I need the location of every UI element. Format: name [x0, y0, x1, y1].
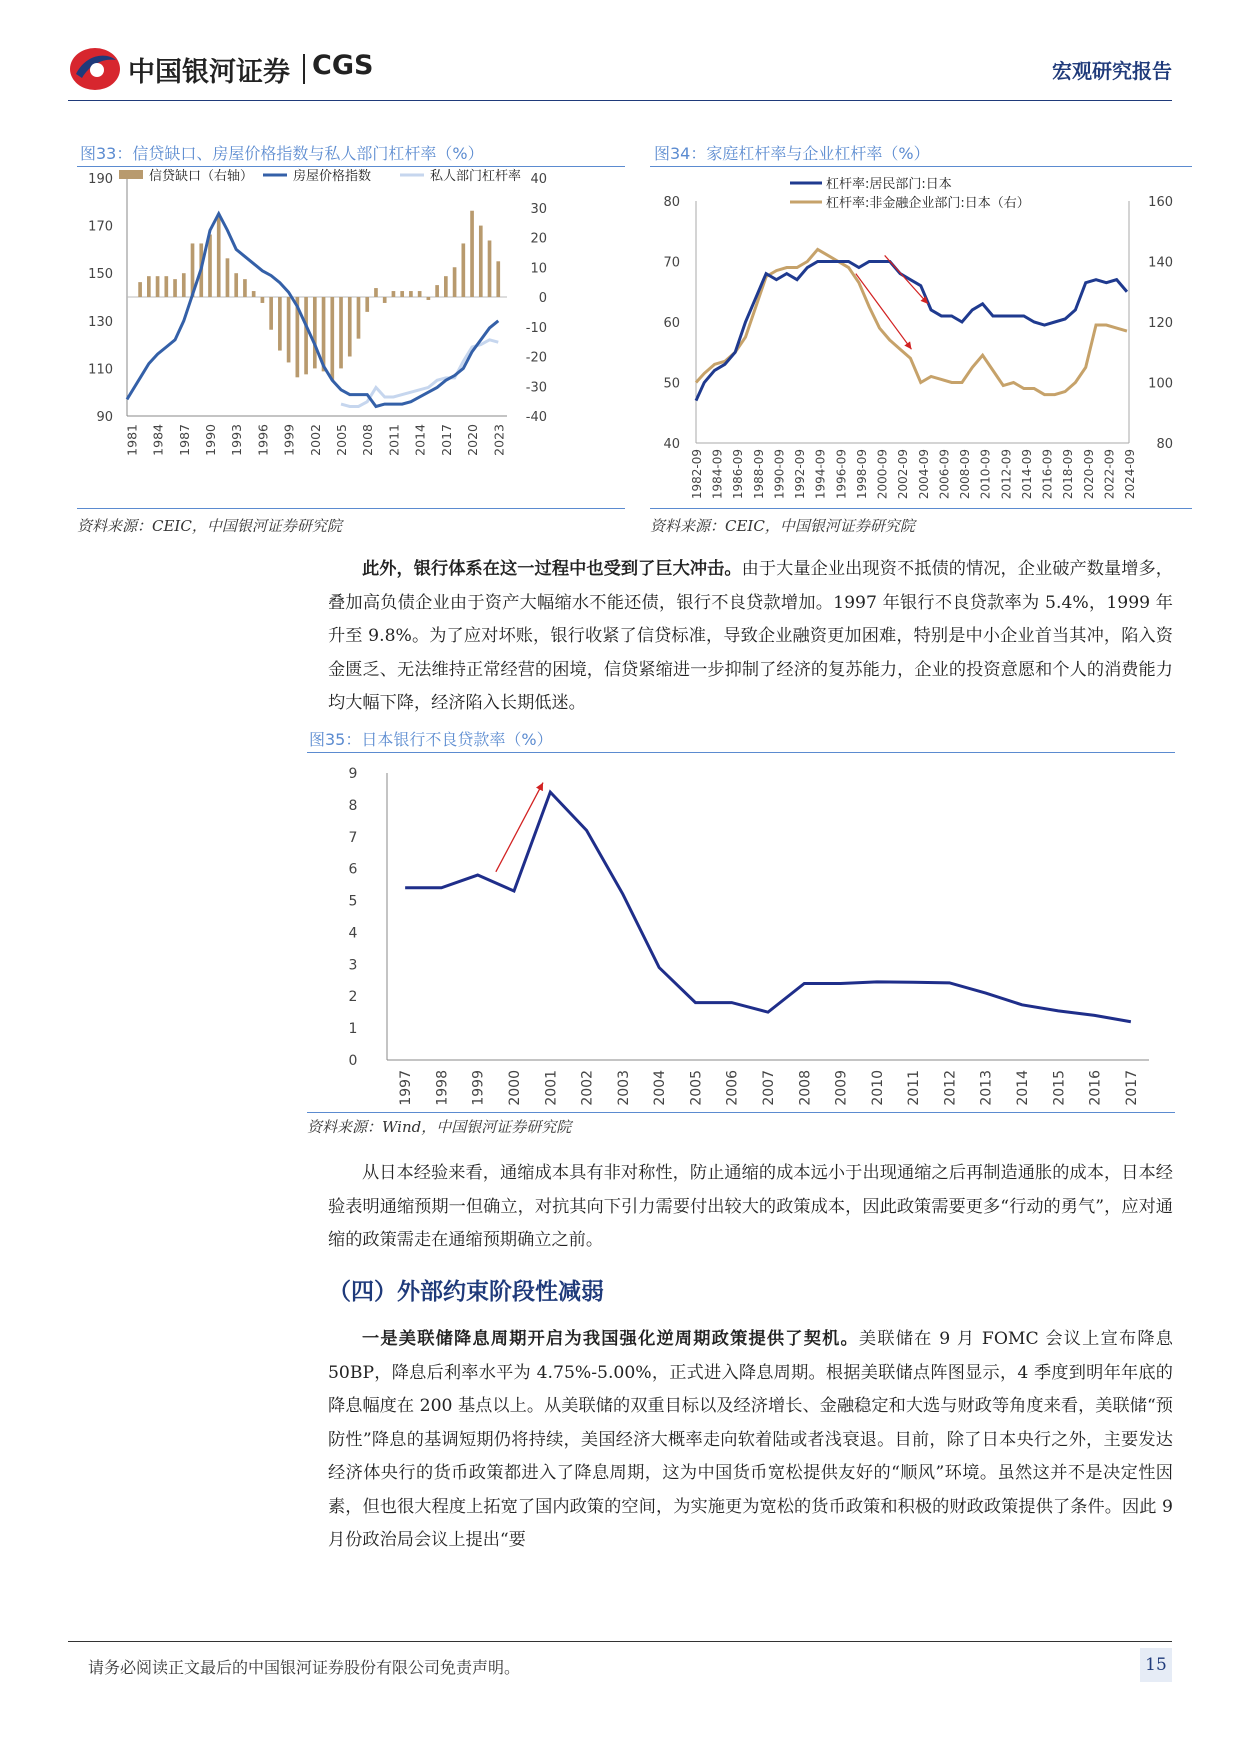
fig33-x-tick: 2002 — [307, 424, 323, 456]
fig35-x-tick: 2007 — [761, 1070, 777, 1106]
paragraph-japan-lesson: 从日本经验来看，通缩成本具有非对称性，防止通缩的成本远小于出现通缩之后再制造通胀的成本，日本经验表明通缩预期一但确立，对抗其向下引力需要付出较大的政策成本，因此政策需要更多“行动的勇气”，应对通缩的政策需走在通缩预期确立之前。 — [328, 1163, 1173, 1250]
fig33-bar — [357, 297, 361, 339]
fig34-x-tick: 2008-09 — [958, 449, 973, 500]
header-rule — [68, 100, 1172, 101]
fig33-left-tick: 190 — [88, 172, 113, 187]
fig33-bar — [365, 297, 369, 312]
fig34-arrow-corporate — [856, 274, 912, 350]
fig33-right-tick: -10 — [525, 320, 547, 336]
fig34-left-tick: 80 — [663, 195, 680, 210]
cgs-logo-icon — [68, 46, 122, 92]
fig35-bottom-rule — [307, 1112, 1175, 1113]
fig33-bar — [330, 297, 334, 380]
paragraph-fed-cut-body: 美联储在 9 月 FOMC 会议上宣布降息 50BP，降息后利率水平为 4.75%-5.00%，正式进入降息周期。根据美联储点阵图显示，4 季度到明年年底的降息幅度在 200 基点以上。从美联储的双重目标以及经济增长、金融稳定和大选与财政等角度来看，美联储“预防性”降息的基调短期仍将持续，美国经济大概率走向软着陆或者浅衰退。目前，除了日本央行之外，主要发达经济体央行的货币政策都进入了降息周期，这为中国货币宽松提供友好的“顺风”环境。虽然这并不是决定性因素，但也很大程度上拓宽了国内政策的空间，为实施更为宽松的货币政策和积极的财政政策提供了条件。因此 9 月份政治局会议上提出“要 — [328, 1329, 1173, 1550]
fig33-x-tick: 1996 — [255, 424, 271, 456]
fig33-bar — [287, 297, 291, 362]
fig33-bar — [339, 297, 343, 368]
fig33-right-tick: -40 — [525, 410, 547, 425]
fig35-x-tick: 1997 — [398, 1070, 415, 1106]
fig33-chart — [77, 168, 625, 508]
fig33-bar — [164, 276, 168, 297]
fig34-source: 资料来源：CEIC，中国银河证券研究院 — [650, 517, 915, 535]
fig34-left-tick: 50 — [663, 376, 680, 392]
fig35-npl-line — [405, 792, 1131, 1022]
fig34-corporate-line — [696, 249, 1127, 394]
fig34-x-tick: 1998-09 — [854, 449, 869, 500]
fig35-x-tick: 2003 — [615, 1070, 632, 1106]
fig34-x-tick: 1984-09 — [710, 449, 725, 500]
fig33-right-tick: 20 — [530, 231, 547, 247]
section-heading: （四）外部约束阶段性减弱 — [328, 1279, 604, 1305]
fig33-x-tick: 2014 — [412, 424, 428, 456]
fig34-x-tick: 2016-09 — [1040, 449, 1055, 500]
fig35-x-tick: 2014 — [1015, 1070, 1031, 1106]
fig34-x-tick: 2002-09 — [896, 449, 911, 500]
fig34-x-tick: 2006-09 — [937, 449, 952, 500]
fig34-legend-household: 杠杆率:居民部门:日本 — [826, 177, 952, 192]
fig33-bar — [348, 297, 352, 357]
fig34-left-tick: 40 — [663, 437, 680, 452]
fig33-x-tick: 2023 — [491, 424, 507, 456]
fig34-right-tick: 120 — [1148, 316, 1173, 331]
fig33-x-tick: 2005 — [334, 424, 350, 456]
fig33-bar — [496, 261, 500, 297]
fig33-bar — [278, 297, 282, 351]
fig35-y-tick: 7 — [348, 829, 358, 846]
fig33-bar — [400, 291, 404, 297]
fig35-x-tick: 2009 — [833, 1070, 850, 1106]
paragraph-fed-cut — [328, 1323, 1173, 1558]
fig33-title-rule — [77, 166, 625, 167]
fig33-left-tick: 170 — [88, 219, 113, 235]
fig34-x-tick: 1988-09 — [751, 449, 766, 500]
fig33-legend-swatch-bar — [119, 170, 143, 179]
fig35-x-tick: 2013 — [978, 1070, 995, 1106]
fig34-arrow-household — [885, 255, 928, 303]
fig34-right-tick: 140 — [1148, 255, 1173, 271]
fig33-bar — [479, 226, 483, 297]
fig33-bar — [147, 276, 151, 297]
fig33-x-tick: 1981 — [124, 424, 140, 456]
fig35-y-tick: 8 — [348, 797, 358, 814]
paragraph-bank-shock — [328, 553, 1173, 721]
fig34-x-tick: 2018-09 — [1061, 449, 1076, 500]
fig35-x-tick: 2016 — [1087, 1070, 1104, 1106]
fig33-x-tick: 1987 — [176, 424, 192, 456]
fig34-title-rule — [650, 166, 1192, 167]
logo-text-cn: 中国银河证券 — [128, 57, 290, 88]
page-number: 15 — [1140, 1648, 1172, 1682]
fig34-x-tick: 1992-09 — [793, 449, 808, 500]
fig35-title: 图35：日本银行不良贷款率（%） — [309, 730, 553, 749]
fig33-bar — [313, 297, 317, 368]
fig35-y-tick: 0 — [348, 1053, 358, 1069]
fig34-x-tick: 1994-09 — [813, 449, 828, 500]
fig34-x-tick: 2014-09 — [1019, 449, 1034, 500]
fig33-bar — [156, 276, 160, 297]
fig34-left-tick: 70 — [663, 255, 680, 271]
fig34-x-tick: 2000-09 — [875, 449, 890, 500]
fig35-x-tick: 2005 — [688, 1070, 705, 1106]
fig33-right-tick: 0 — [538, 291, 547, 306]
fig34-x-tick: 2010-09 — [978, 449, 993, 500]
fig35-x-tick: 2015 — [1051, 1070, 1068, 1106]
fig33-left-tick: 90 — [96, 410, 113, 425]
fig33-bar — [435, 285, 439, 297]
fig33-bar — [409, 291, 413, 297]
report-type: 宏观研究报告 — [1052, 59, 1172, 83]
fig35-y-tick: 5 — [348, 893, 358, 910]
fig33-bottom-rule — [77, 508, 625, 509]
fig33-right-tick: -30 — [525, 380, 547, 396]
fig35-y-tick: 4 — [348, 925, 358, 942]
fig33-source: 资料来源：CEIC，中国银河证券研究院 — [77, 517, 342, 535]
fig33-x-tick: 2008 — [360, 424, 376, 456]
fig33-bar — [208, 235, 212, 297]
fig33-bar — [304, 297, 308, 374]
fig33-bar — [374, 288, 378, 297]
fig33-left-tick: 130 — [88, 314, 113, 330]
fig33-bar — [138, 282, 142, 297]
fig34-x-tick: 2012-09 — [999, 449, 1014, 500]
fig35-x-tick: 1999 — [470, 1070, 487, 1106]
fig34-title: 图34：家庭杠杆率与企业杠杆率（%） — [654, 144, 930, 163]
fig34-x-tick: 2022-09 — [1102, 449, 1117, 500]
fig35-x-tick: 2010 — [869, 1070, 886, 1106]
fig33-x-tick: 1984 — [150, 424, 166, 456]
fig33-title: 图33：信贷缺口、房屋价格指数与私人部门杠杆率（%） — [80, 144, 484, 163]
footer-rule — [68, 1641, 1172, 1642]
fig33-x-tick: 1990 — [202, 424, 218, 456]
fig34-x-tick: 2024-09 — [1123, 449, 1137, 500]
fig35-y-tick: 2 — [348, 989, 358, 1006]
fig33-x-tick: 2020 — [465, 424, 481, 456]
fig35-y-tick: 1 — [348, 1021, 358, 1038]
fig34-x-tick: 1996-09 — [834, 449, 849, 500]
paragraph-bank-shock-lead: 此外，银行体系在这一过程中也受到了巨大冲击。 — [362, 559, 742, 579]
fig33-right-tick: 10 — [530, 261, 547, 277]
fig35-y-tick: 3 — [348, 957, 358, 974]
fig35-x-tick: 2011 — [906, 1070, 923, 1106]
fig33-bar — [444, 276, 448, 297]
fig33-bar — [243, 279, 247, 297]
fig33-right-tick: -20 — [525, 350, 547, 366]
fig33-legend-house: 房屋价格指数 — [293, 169, 372, 184]
fig35-x-tick: 2008 — [797, 1070, 814, 1106]
fig34-x-tick: 1982-09 — [690, 449, 704, 500]
fig35-title-rule — [307, 752, 1175, 753]
fig34-bottom-rule — [650, 508, 1192, 509]
fig33-left-tick: 110 — [88, 362, 113, 378]
fig34-x-tick: 1986-09 — [731, 449, 746, 500]
fig35-x-tick: 2017 — [1123, 1070, 1140, 1106]
fig35-x-tick: 2001 — [543, 1070, 560, 1106]
fig33-x-tick: 1993 — [229, 424, 245, 456]
fig35-chart — [307, 754, 1175, 1112]
fig34-chart — [650, 168, 1192, 508]
fig33-bar — [383, 297, 387, 303]
fig35-x-tick: 1998 — [434, 1070, 451, 1106]
logo-divider — [303, 54, 305, 84]
fig33-left-tick: 150 — [88, 267, 113, 283]
fig33-x-tick: 2011 — [386, 424, 402, 456]
fig33-x-tick: 1999 — [281, 424, 297, 456]
fig33-bar — [470, 211, 474, 297]
fig33-right-tick: 30 — [530, 201, 547, 217]
paragraph-fed-cut-lead: 一是美联储降息周期开启为我国强化逆周期政策提供了契机。 — [362, 1329, 859, 1349]
fig33-bar — [182, 273, 186, 297]
fig35-x-tick: 2002 — [579, 1070, 596, 1106]
fig33-legend-leverage: 私人部门杠杆率 — [430, 169, 522, 184]
paragraph-bank-shock-body: 由于大量企业出现资不抵债的情况，企业破产数量增多，叠加高负债企业由于资产大幅缩水不能还债，银行不良贷款增加。1997 年银行不良贷款率为 5.4%，1999 年升至 9.8%。为了应对坏账，银行收紧了信贷标准，导致企业融资更加困难，特别是中小企业首当其冲，陷入资金匮乏、无法维持正常经营的困境，信贷紧缩进一步抑制了经济的复苏能力，企业的投资意愿和个人的消费能力均大幅下降，经济陷入长期低迷。 — [328, 559, 1173, 713]
fig33-right-tick: 40 — [530, 172, 547, 187]
fig34-x-tick: 2004-09 — [916, 449, 931, 500]
fig34-x-tick: 2020-09 — [1081, 449, 1096, 500]
fig33-x-tick: 2017 — [438, 424, 454, 456]
fig33-bar — [418, 291, 422, 297]
fig33-bar — [226, 258, 230, 297]
fig33-bar — [488, 240, 492, 297]
footer-disclaimer: 请务必阅读正文最后的中国银河证券股份有限公司免责声明。 — [88, 1658, 521, 1677]
fig34-right-tick: 80 — [1156, 437, 1173, 452]
fig33-bar — [252, 291, 256, 297]
fig33-bar — [217, 214, 221, 297]
fig34-legend-corporate: 杠杆率:非金融企业部门:日本（右） — [826, 196, 1030, 211]
fig35-x-tick: 2012 — [942, 1070, 959, 1106]
fig34-x-tick: 1990-09 — [772, 449, 787, 500]
fig35-source: 资料来源：Wind，中国银河证券研究院 — [307, 1118, 572, 1136]
fig33-bar — [461, 243, 465, 297]
fig33-bar — [427, 297, 431, 300]
fig34-household-line — [696, 262, 1127, 401]
fig34-left-tick: 60 — [663, 316, 680, 331]
fig34-right-tick: 160 — [1148, 195, 1173, 210]
fig34-right-tick: 100 — [1148, 376, 1173, 392]
fig33-bar — [269, 297, 273, 330]
fig35-y-tick: 6 — [348, 861, 358, 878]
fig33-bar — [173, 279, 177, 297]
logo-text-en: CGS — [312, 50, 374, 81]
fig35-x-tick: 2000 — [507, 1070, 523, 1106]
fig35-x-tick: 2004 — [652, 1070, 669, 1106]
fig33-bar — [234, 273, 238, 297]
fig35-y-tick: 9 — [348, 766, 358, 782]
fig35-x-tick: 2006 — [724, 1070, 741, 1106]
fig33-legend-bar: 信贷缺口（右轴） — [149, 169, 254, 184]
fig33-bar — [392, 291, 396, 297]
header — [0, 0, 1240, 110]
fig33-bar — [453, 267, 457, 297]
fig33-bar — [261, 297, 265, 303]
